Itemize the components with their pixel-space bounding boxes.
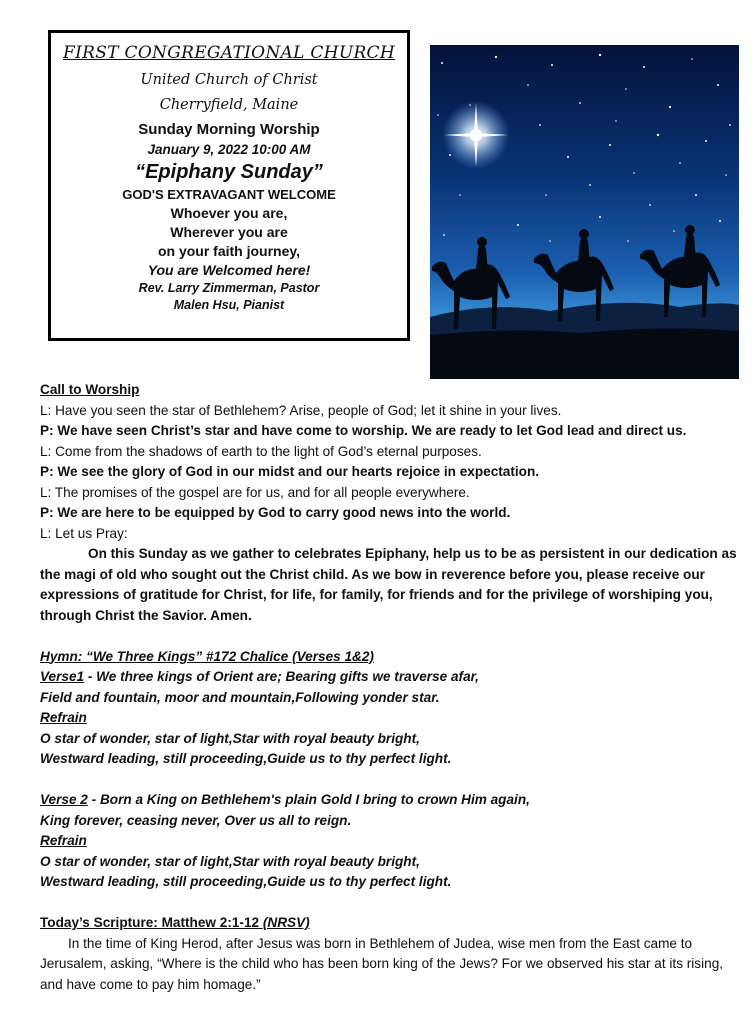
pastor-name: Rev. Larry Zimmerman, Pastor (138, 281, 320, 295)
desert-ground (430, 328, 739, 379)
verse-2-label: Verse 2 (40, 792, 88, 807)
refrain-label: Refrain (40, 710, 87, 725)
church-header-box (48, 30, 410, 341)
hymn-verse-2-line-2: King forever, ceasing never, Over us all to reign. (40, 812, 352, 828)
opening-prayer: On this Sunday as we gather to celebrates Epiphany, help us to be as persistent in our dedication as the magi of old who sought out the Christ child. As we bow in reverence before you, please receive our expressions of gratitude for Christ, for life, for family, for friends and for the privilege of worshiping you, through Christ the Savior. Amen. (40, 546, 737, 623)
litany-line: L: Come from the shadows of earth to the light of God’s eternal purposes. (40, 443, 482, 459)
pianist-name: Malen Hsu, Pianist (173, 298, 285, 312)
scripture-reference: Today’s Scripture: Matthew 2:1-12 (40, 915, 263, 930)
refrain-line-1: O star of wonder, star of light,Star with royal beauty bright, (40, 730, 420, 746)
bulletin-body (40, 380, 746, 995)
verse-1-text: - We three kings of Orient are; Bearing gifts we traverse afar, (84, 669, 479, 684)
night-sky-illustration (430, 45, 739, 379)
welcome-line-2: Wherever you are (170, 224, 288, 240)
refrain-line-1-repeat: O star of wonder, star of light,Star with royal beauty bright, (40, 853, 420, 869)
occasion-title: “Epiphany Sunday” (135, 161, 323, 183)
scripture-version: (NRSV) (262, 915, 310, 930)
refrain-line-2-repeat: Westward leading, still proceeding,Guide us to thy perfect light. (40, 874, 452, 889)
service-title: Sunday Morning Worship (138, 121, 320, 138)
litany-line: L: Have you seen the star of Bethlehem? Arise, people of God; let it shine in your lives. (40, 402, 562, 418)
scripture-heading (40, 913, 746, 934)
three-kings-image (430, 45, 739, 379)
hymn-verse-1-line-2: Field and fountain, moor and mountain,Following yonder star. (40, 689, 440, 705)
camel-rider-right (640, 225, 720, 317)
star-of-bethlehem-icon (442, 101, 510, 169)
service-date-time: January 9, 2022 10:00 AM (147, 142, 311, 157)
welcome-title: GOD'S EXTRAVAGANT WELCOME (122, 187, 336, 202)
litany-line: P: We see the glory of God in our midst and our hearts rejoice in expectation. (40, 464, 540, 479)
litany-line: L: The promises of the gospel are for us, and for all people everywhere. (40, 484, 470, 500)
scripture-text: In the time of King Herod, after Jesus was born in Bethlehem of Judea, wise men from the East came to Jerusalem, asking, “Where is the child who has been born king of the Jews? For we observed his star at its rising, and have come to pay him homage.” (40, 935, 724, 992)
welcome-line-4: You are Welcomed here! (147, 262, 311, 278)
call-to-worship-heading: Call to Worship (40, 382, 140, 397)
verse-1-label: Verse1 (40, 669, 85, 684)
location: Cherryfield, Maine (159, 97, 299, 113)
denomination: United Church of Christ (140, 72, 318, 88)
litany-line: P: We have seen Christ’s star and have come to worship. We are ready to let God lead and direct us. (40, 423, 687, 438)
refrain-line-2: Westward leading, still proceeding,Guide us to thy perfect light. (40, 751, 452, 766)
welcome-line-3: on your faith journey, (157, 243, 301, 259)
litany-line: P: We are here to be equipped by God to carry good news into the world. (40, 505, 511, 520)
verse-2-text: - Born a King on Bethlehem's plain Gold I bring to crown Him again, (87, 792, 530, 807)
hymn-verse-2-line-1 (40, 790, 746, 811)
refrain-label-2: Refrain (40, 833, 87, 848)
hymn-heading: Hymn: “We Three Kings” #172 Chalice (Verses 1&2) (40, 648, 374, 664)
hymn-verse-1-line-1 (40, 667, 746, 688)
church-name: FIRST CONGREGATIONAL CHURCH (63, 43, 395, 63)
welcome-line-1: Whoever you are, (170, 205, 288, 221)
litany-line: L: Let us Pray: (40, 525, 128, 541)
